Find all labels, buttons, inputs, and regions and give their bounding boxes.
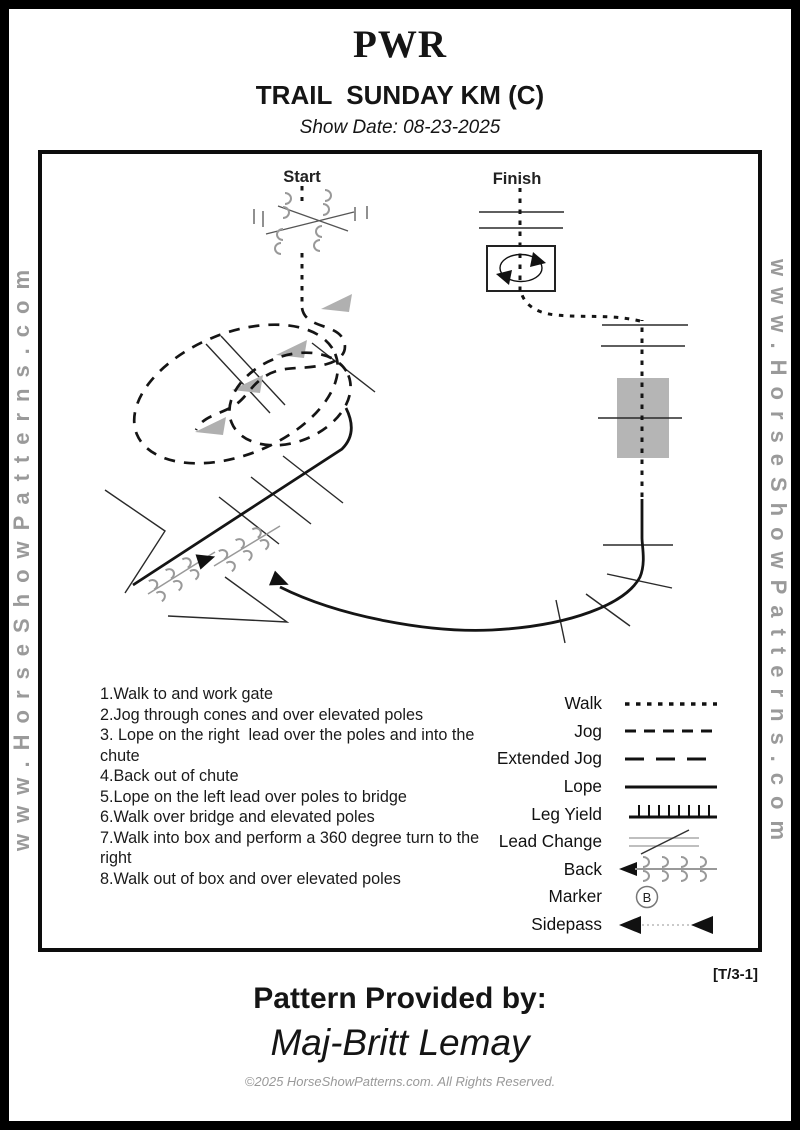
watermark-left: www.HorseShowPatterns.com [9, 258, 34, 852]
legend-label: Marker [548, 886, 602, 907]
instruction-line: 3. Lope on the right lead over the poles and into the chute [100, 726, 479, 765]
legend-row-leg-yield [478, 800, 754, 828]
legend-row-jog [478, 718, 754, 746]
jog-line-icon [617, 718, 732, 744]
legend-row-back [478, 856, 754, 884]
pattern-code: [T/3-1] [713, 966, 758, 983]
class-title: TRAIL SUNDAY KM (C) [255, 80, 545, 110]
marker-icon [617, 884, 732, 910]
legend-label: Walk [564, 693, 602, 714]
marker-letter: B [642, 889, 652, 905]
instruction-line: 4.Back out of chute [100, 767, 239, 785]
lead-change-icon [617, 829, 732, 855]
lope-line-icon [617, 774, 732, 800]
legend-row-extended-jog [478, 745, 754, 773]
instruction-line: 1.Walk to and work gate [100, 685, 274, 703]
legend-label: Sidepass [531, 914, 602, 935]
legend-label: Extended Jog [496, 748, 602, 769]
instruction-line: 7.Walk into box and perform a 360 degree turn to the right [100, 828, 484, 867]
legend-row-lope [478, 773, 754, 801]
watermark-right: www.HorseShowPatterns.com [766, 258, 791, 852]
walk-line-icon [617, 691, 732, 717]
pattern-instructions [100, 684, 500, 889]
gait-legend [478, 690, 754, 938]
legend-row-sidepass [478, 911, 754, 939]
legend-label: Jog [574, 720, 602, 741]
start-label: Start [283, 168, 321, 186]
show-date: Show Date: 08-23-2025 [299, 117, 501, 138]
legend-row-marker [478, 883, 754, 911]
instruction-line: 8.Walk out of box and over elevated poles [100, 869, 401, 888]
copyright-notice: ©2025 HorseShowPatterns.com. All Rights Reserved. [244, 1074, 556, 1089]
legend-label: Lead Change [498, 831, 602, 852]
provided-by-label: Pattern Provided by: [253, 982, 547, 1015]
sidepass-icon [617, 912, 732, 938]
instruction-line: 5.Lope on the left lead over poles to bridge [100, 787, 407, 806]
leg-yield-icon [617, 801, 732, 827]
legend-row-lead-change [478, 828, 754, 856]
extended-jog-line-icon [617, 746, 732, 772]
legend-label: Leg Yield [531, 803, 602, 824]
instruction-line: 2.Jog through cones and over elevated poles [100, 705, 424, 724]
legend-row-walk [478, 690, 754, 718]
legend-label: Lope [563, 776, 602, 797]
provider-name: Maj-Britt Lemay [270, 1022, 530, 1063]
page-title: PWR [353, 23, 447, 66]
legend-label: Back [563, 858, 602, 879]
back-icon [617, 856, 732, 882]
finish-label: Finish [492, 170, 542, 188]
instruction-line: 6.Walk over bridge and elevated poles [100, 808, 375, 826]
